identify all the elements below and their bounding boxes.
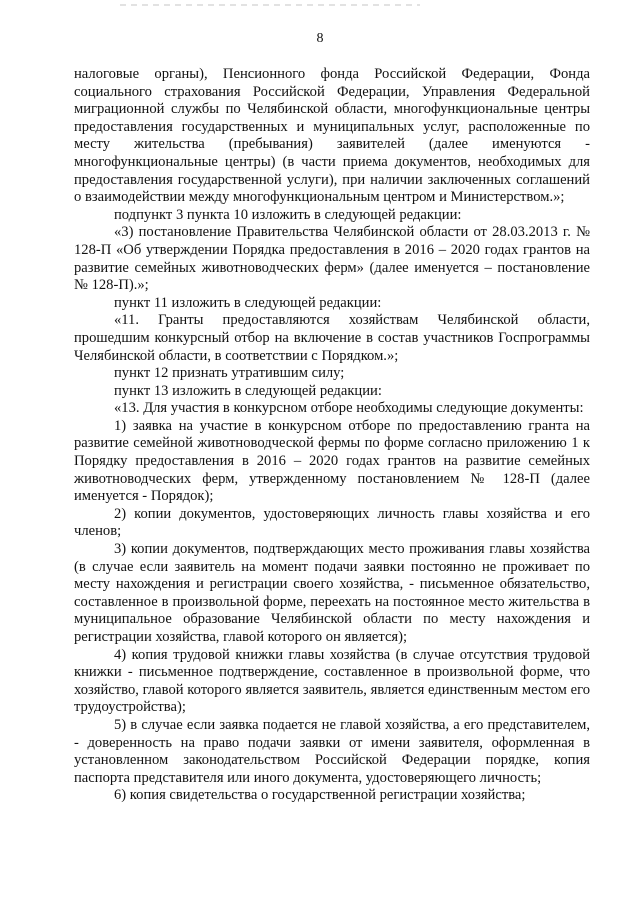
- list-item: 3) копии документов, подтверждающих место проживания главы хозяйства (в случае если заявитель на момент подачи заявки постоянно не проживает по месту нахождения и регистрации своего хозяйства, - письменное обязательство, составленное в произвольной форме, переехать на постоянное место жительства в муниципальное образование Челябинской области по месту нахождения и регистрации хозяйства, главой которого он является);: [74, 541, 590, 645]
- list-item: 2) копии документов, удостоверяющих личность главы хозяйства и его членов;: [74, 505, 590, 540]
- paragraph: подпункт 3 пункта 10 изложить в следующей редакции:: [114, 206, 462, 223]
- paragraph: «11. Гранты предоставляются хозяйствам Челябинской области, прошедшим конкурсный отбор на включение в состав участников Госпрограммы Челябинской области, в соответствии с Порядком.»;: [74, 312, 590, 364]
- page-number: 8: [316, 31, 324, 46]
- paragraph: налоговые органы), Пенсионного фонда Российской Федерации, Фонда социального страхования Российской Федерации, Управления Федеральной миграционной службы по Челябинской области, многофункциональные центры предоставления государственных и муниципальных услуг, расположенные по месту жительства (пребывания) заявителей (далее именуются - многофункциональные центры) (в части приема документов, необходимых для предоставления государственной услуги), при наличии заключенных соглашений о взаимодействии между многофункциональным центром и Министерством.»;: [74, 66, 590, 206]
- paragraph: пункт 12 признать утратившим силу;: [114, 365, 345, 382]
- paragraph: пункт 13 изложить в следующей редакции:: [114, 382, 382, 399]
- paragraph: «3) постановление Правительства Челябинской области от 28.03.2013 г. № 128-П «Об утверждении Порядка предоставления в 2016 – 2020 годах грантов на развитие семейных животноводческих ферм» (далее именуется – постановление № 128-П).»;: [74, 224, 590, 294]
- list-item: 5) в случае если заявка подается не главой хозяйства, а его представителем, - доверенность на право подачи заявки от имени заявителя, оформленная в установленном законодательством Российской Федерации порядке, копия паспорта представителя или иного документа, удостоверяющего личность;: [74, 716, 590, 786]
- paragraph: «13. Для участия в конкурсном отборе необходимы следующие документы:: [114, 400, 584, 417]
- list-item: 6) копия свидетельства о государственной регистрации хозяйства;: [114, 787, 526, 804]
- paragraph: пункт 11 изложить в следующей редакции:: [114, 294, 382, 311]
- scan-artifact: [120, 4, 420, 6]
- document-body: [74, 66, 590, 805]
- list-item: 4) копия трудовой книжки главы хозяйства (в случае отсутствия трудовой книжки - письменное подтверждение, составленное в произвольной форме, что хозяйство, главой которого является заявитель, является единственным местом его трудоустройства);: [74, 646, 590, 716]
- list-item: 1) заявка на участие в конкурсном отборе по предоставлению гранта на развитие семейной животноводческой фермы по форме согласно приложению 1 к Порядку предоставления в 2016 – 2020 годах грантов на развитие семейных животноводческих ферм, утвержденному постановлением № 128-П (далее именуется - Порядок);: [74, 417, 590, 505]
